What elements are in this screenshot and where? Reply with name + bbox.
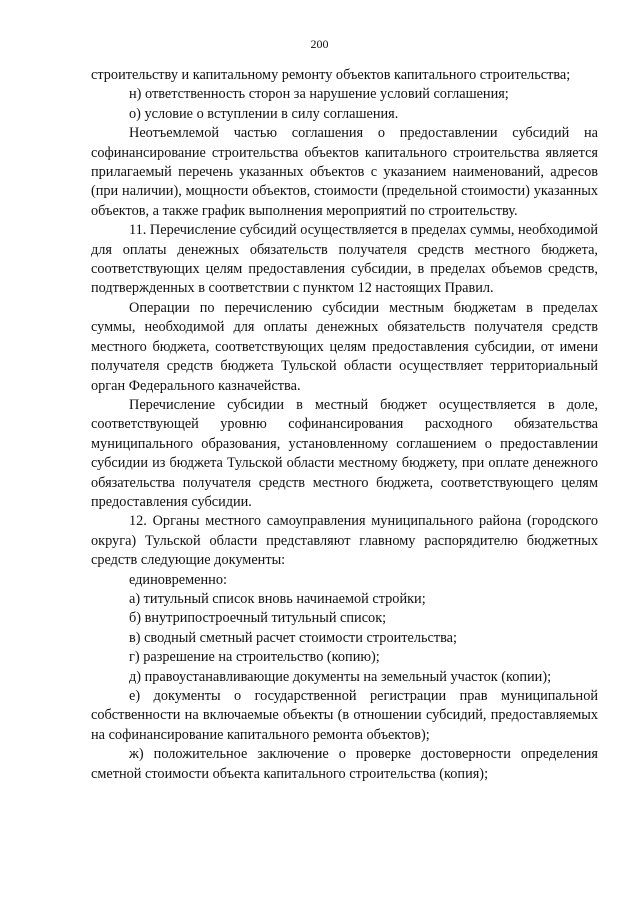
paragraph-item-n: н) ответственность сторон за нарушение условий соглашения; <box>129 86 509 103</box>
list-item-b: б) внутрипостроечный титульный список; <box>129 610 387 627</box>
paragraph-section-11: 11. Перечисление субсидий осуществляется в пределах суммы, необходимой для оплаты денежных обязательств получателя средств местного бюджета, соответствующих целям предоставления субсидии, в пределах объемов средств, подтвержденных в соответствии с пунктом 12 настоящих Правил. <box>91 222 598 297</box>
paragraph-integral-part: Неотъемлемой частью соглашения о предоставлении субсидий на софинансирование строительства объектов капитального строительства является прилагаемый перечень указанных объектов с указанием наименований, адресов (при наличии), мощности объектов, стоимости (предельной стоимости) указанных объектов, а также график выполнения мероприятий по строительству. <box>91 125 598 219</box>
document-body <box>91 66 598 784</box>
list-item-d: д) правоустанавливающие документы на земельный участок (копии); <box>129 668 552 685</box>
list-item-e: е) документы о государственной регистрации прав муниципальной собственности на включаемые объекты (в отношении субсидий, предоставляемых на софинансирование капитального ремонта объектов); <box>91 688 598 743</box>
paragraph-once: единовременно: <box>129 571 227 588</box>
list-item-zh: ж) положительное заключение о проверке достоверности определения сметной стоимости объекта капитального строительства (копия); <box>91 746 598 782</box>
page-number: 200 <box>310 37 329 51</box>
paragraph-transfer: Перечисление субсидии в местный бюджет осуществляется в доле, соответствующей уровню софинансирования расходного обязательства муниципального образования, установленному соглашением о предоставлении субсидии из бюджета Тульской области местному бюджету, при оплате денежного обязательства получателя средств местного бюджета, соответствующего целям предоставления субсидии. <box>91 396 598 510</box>
list-item-g: г) разрешение на строительство (копию); <box>129 649 380 666</box>
paragraph-section-12: 12. Органы местного самоуправления муниципального района (городского округа) Тульской области представляют главному распорядителю бюджетных средств следующие документы: <box>91 513 598 569</box>
paragraph-item-o: о) условие о вступлении в силу соглашения. <box>129 105 399 122</box>
list-item-v: в) сводный сметный расчет стоимости строительства; <box>129 629 457 646</box>
paragraph-operations: Операции по перечислению субсидии местным бюджетам в пределах суммы, необходимой для оплаты денежных обязательств получателя средств местного бюджета, соответствующих целям предоставления субсидии, от имени получателя средств бюджета Тульской области осуществляет территориальный орган Федерального казначейства. <box>91 299 598 394</box>
list-item-a: а) титульный список вновь начинаемой стройки; <box>129 590 426 607</box>
paragraph-continuation: строительству и капитальному ремонту объектов капитального строительства; <box>91 67 571 83</box>
